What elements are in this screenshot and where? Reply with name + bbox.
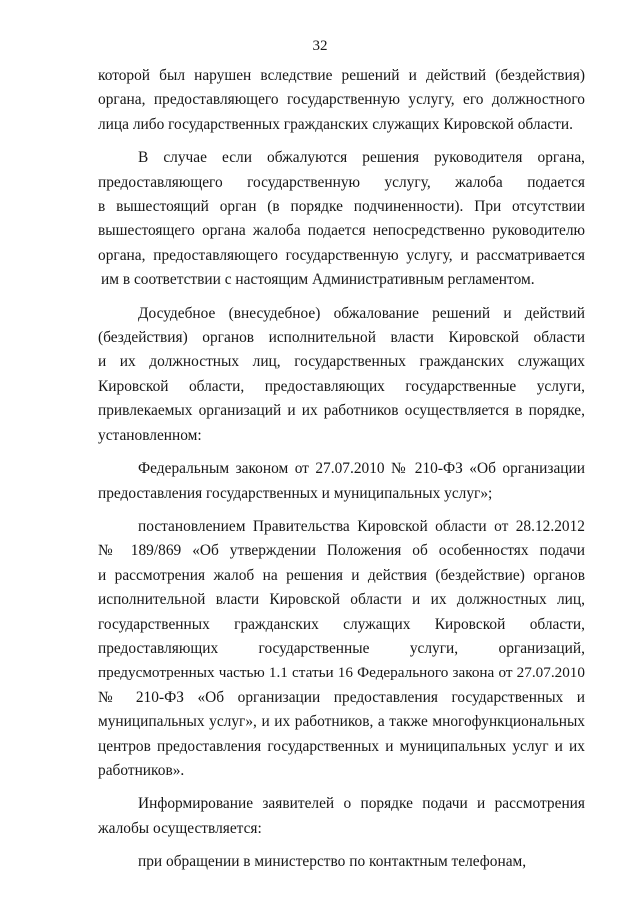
text-line: работников».: [98, 761, 185, 779]
text-line: муниципальных услуг», и их работников, а также многофункциональных: [98, 713, 585, 731]
text-line: Информирование заявителей о порядке подачи и рассмотрения: [138, 795, 585, 813]
text-line: исполнительной власти Кировской области и их должностных лиц,: [98, 591, 585, 609]
text-line: вышестоящего органа жалоба подается непосредственно руководителю: [98, 222, 585, 240]
text-line: предоставляющих государственные услуги, организаций,: [98, 639, 585, 657]
text-line: установленном:: [98, 426, 202, 444]
text-line: предоставляющего государственную услугу, жалоба подается: [98, 173, 585, 191]
text-line: и рассмотрения жалоб на решения и действия (бездействие) органов: [98, 566, 585, 584]
body-text: [98, 64, 585, 884]
paragraph: [98, 792, 585, 841]
text-line: № 189/869 «Об утверждении Положения об особенностях подачи: [98, 542, 585, 560]
text-line: № 210-ФЗ «Об организации предоставления государственных и: [98, 688, 585, 706]
text-line: предоставления государственных и муниципальных услуг»;: [98, 484, 493, 502]
page-number: 32: [312, 38, 328, 54]
paragraph: [98, 515, 585, 783]
text-line: Кировской области, предоставляющих государственные услуги,: [98, 377, 585, 395]
text-line: привлекаемых организаций и их работников осуществляется в порядке,: [98, 402, 585, 420]
text-line: предусмотренных частью 1.1 статьи 16 Федерального закона от 27.07.2010: [98, 664, 585, 682]
text-line: государственных гражданских служащих Кировской области,: [98, 615, 585, 633]
text-line: центров предоставления государственных и муниципальных услуг и их: [98, 737, 585, 755]
text-line: органа, предоставляющего государственную услугу, его должностного: [98, 91, 585, 109]
text-line: Федеральным законом от 27.07.2010 № 210-ФЗ «Об организации: [138, 460, 585, 478]
text-line: В случае если обжалуются решения руководителя органа,: [138, 149, 585, 167]
text-line: при обращении в министерство по контактным телефонам,: [138, 853, 527, 871]
text-line: Досудебное (внесудебное) обжалование решений и действий: [138, 304, 585, 322]
paragraph: [98, 146, 585, 292]
text-line: которой был нарушен вследствие решений и действий (бездействия): [98, 67, 585, 84]
paragraph: [98, 302, 585, 448]
text-line: в вышестоящий орган (в порядке подчиненности). При отсутствии: [98, 198, 585, 216]
text-line: постановлением Правительства Кировской области от 28.12.2012: [138, 517, 585, 535]
text-line: и их должностных лиц, государственных гражданских служащих: [98, 353, 585, 371]
paragraph: [98, 457, 585, 506]
paragraph: [98, 850, 585, 874]
paragraph: [98, 64, 585, 137]
text-line: жалобы осуществляется:: [98, 819, 262, 837]
text-line: лица либо государственных гражданских служащих Кировской области.: [98, 115, 573, 133]
text-line: (бездействия) органов исполнительной власти Кировской области: [98, 329, 585, 347]
text-line: органа, предоставляющего государственную услугу, и рассматривается: [98, 246, 585, 264]
text-line: им в соответствии с настоящим Административным регламентом.: [101, 271, 535, 289]
